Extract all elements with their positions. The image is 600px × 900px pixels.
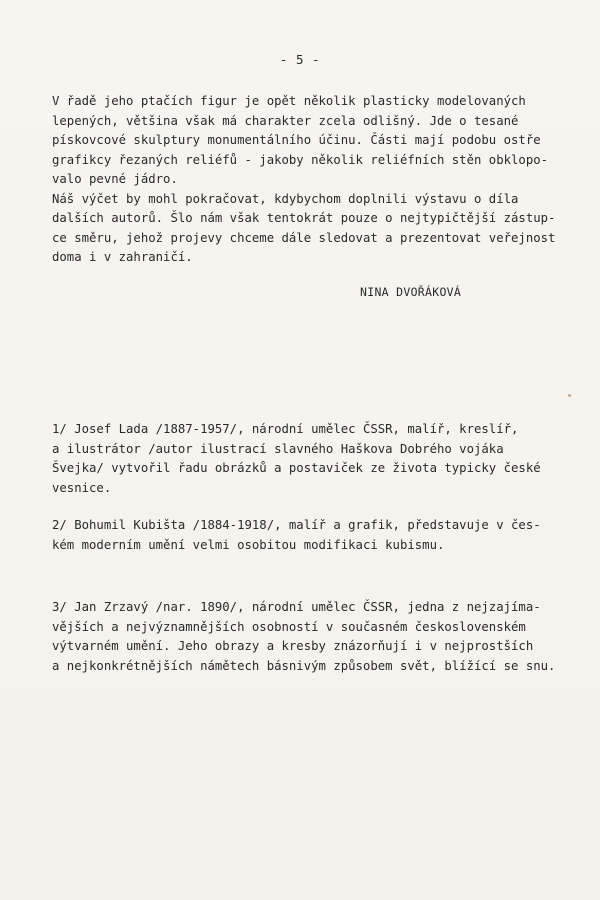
text-line: V řadě jeho ptačích figur je opět několik plasticky modelovaných [52, 94, 526, 108]
footnote-2 [52, 516, 600, 555]
main-paragraph [52, 92, 600, 268]
text-line: Náš výčet by mohl pokračovat, kdybychom doplnili výstavu o díla [52, 191, 519, 206]
text-line: doma i v zahraničí. [52, 250, 193, 264]
author-signature: NINA DVOŘÁKOVÁ [360, 285, 462, 299]
text-line: dalších autorů. Šlo nám však tentokrát pouze o nejtypičtější zástup- [52, 211, 556, 225]
page-number: - 5 - [279, 52, 321, 67]
text-line: lepených, většina však má charakter zcela odlišný. Jde o tesané [52, 113, 519, 128]
footnote-1 [52, 420, 600, 498]
text-line: grafikcy řezaných reliéfů - jakoby několik reliéfních stěn obklopo- [52, 152, 549, 167]
footnote-line: výtvarném umění. Jeho obrazy a kresby znázorňují i v nejprostších [52, 639, 534, 653]
footnote-line: kém moderním umění velmi osobitou modifikaci kubismu. [52, 537, 445, 552]
footnote-line: a ilustrátor /autor ilustrací slavného Haškova Dobrého vojáka [52, 441, 504, 456]
footnote-line: 1/ Josef Lada /1887-1957/, národní umělec ČSSR, malíř, kreslíř, [52, 422, 519, 436]
footnote-line: 3/ Jan Zrzavý /nar. 1890/, národní umělec ČSSR, jedna z nejzajíma- [52, 600, 541, 614]
footnote-line: a nejkonkrétnějších námětech básnivým způsobem svět, blížící se snu. [52, 658, 556, 673]
text-line: pískovcové skulptury monumentálního účinu. Části mají podobu ostře [52, 133, 541, 147]
paper-speck [568, 394, 571, 397]
footnote-line: vesnice. [52, 480, 112, 495]
text-line: ce směru, jehož projevy chceme dále sledovat a prezentovat veřejnost [52, 230, 556, 245]
text-line: valo pevné jádro. [52, 172, 178, 186]
footnote-3 [52, 598, 600, 676]
footnote-line: 2/ Bohumil Kubišta /1884-1918/, malíř a grafik, představuje v čes- [52, 518, 541, 532]
footnote-line: vějších a nejvýznamnějších osobností v současném československém [52, 619, 526, 634]
footnote-line: Švejka/ vytvořil řadu obrázků a postaviček ze života typicky české [52, 461, 541, 475]
